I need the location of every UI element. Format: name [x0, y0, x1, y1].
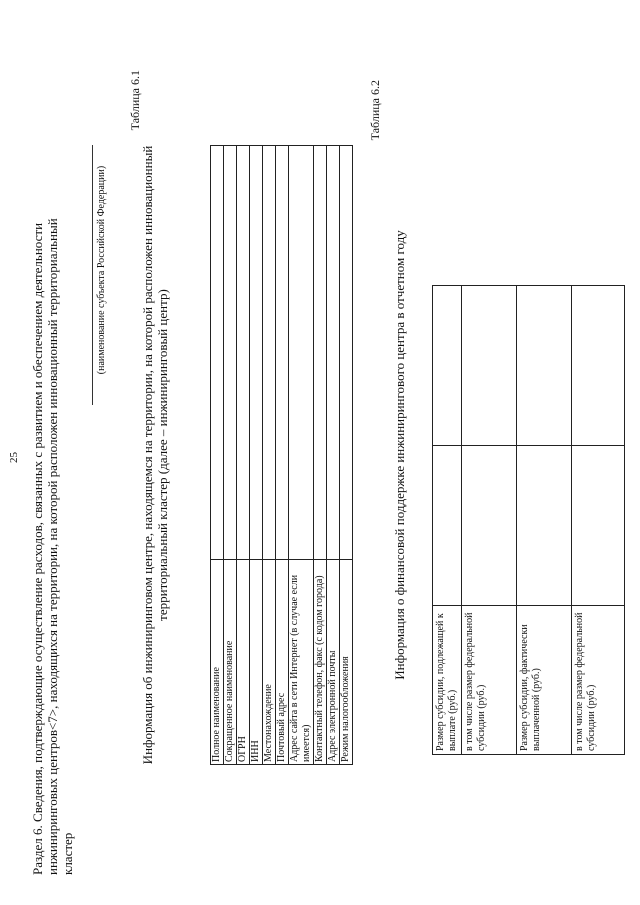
section-heading-line-1: Раздел 6. Сведения, подтверждающие осуществление расходов, связанных с развитием и обеспечением деятельности [30, 222, 45, 875]
subject-underline [92, 145, 93, 405]
row-label: Контактный телефон, факс (с кодом города) [314, 560, 327, 765]
section-heading [30, 55, 75, 875]
row-label: Местонахождение [263, 560, 276, 765]
value-cell[interactable] [276, 146, 289, 560]
value-cell[interactable] [433, 286, 462, 446]
value-cell[interactable] [462, 446, 517, 606]
section-heading-line-3: кластер [60, 832, 75, 875]
row-label: Полное наименование [211, 560, 224, 765]
table-row [462, 286, 517, 755]
table-row [340, 146, 353, 765]
value-cell[interactable] [433, 446, 462, 606]
table-row [263, 146, 276, 765]
table-row [314, 146, 327, 765]
row-label: Размер субсидии, подлежащей к выплате (руб.) [433, 606, 462, 755]
value-cell[interactable] [517, 286, 572, 446]
table-6-1-title-line-1: Информация об инжиниринговом центре, находящемся на территории, на которой расположен инновационный [140, 145, 155, 765]
value-cell[interactable] [462, 286, 517, 446]
row-label: в том числе размер федеральной субсидии (руб.) [572, 606, 625, 755]
section-heading-line-2: инжиниринговых центров<7>, находящихся на территории, на которой расположен инновационный территориальный [45, 218, 60, 875]
row-label: Адрес сайта в сети Интернет (в случае если имеется) [289, 560, 314, 765]
value-cell[interactable] [517, 446, 572, 606]
table-6-1-title-line-2: территориальный кластер (далее – инжиниринговый центр) [155, 289, 170, 621]
table-row [433, 286, 462, 755]
engineering-center-info-table [210, 145, 353, 765]
row-label: ОГРН [237, 560, 250, 765]
table-row [211, 146, 224, 765]
value-cell[interactable] [250, 146, 263, 560]
table-6-1-title [140, 35, 170, 875]
value-cell[interactable] [224, 146, 237, 560]
value-cell[interactable] [572, 286, 625, 446]
table-row [250, 146, 263, 765]
row-label: Режим налогообложения [340, 560, 353, 765]
value-cell[interactable] [340, 146, 353, 560]
value-cell[interactable] [211, 146, 224, 560]
value-cell[interactable] [572, 446, 625, 606]
value-cell[interactable] [314, 146, 327, 560]
value-cell[interactable] [237, 146, 250, 560]
table-row [289, 146, 314, 765]
table-row [276, 146, 289, 765]
row-label: в том числе размер федеральной субсидии (руб.) [462, 606, 517, 755]
row-label: Сокращенное наименование [224, 560, 237, 765]
table-row [224, 146, 237, 765]
value-cell[interactable] [289, 146, 314, 560]
table-row [517, 286, 572, 755]
table-row [572, 286, 625, 755]
table-row [327, 146, 340, 765]
row-label: ИНН [250, 560, 263, 765]
row-label: Адрес электронной почты [327, 560, 340, 765]
row-label: Размер субсидии, фактически выплаченной (руб.) [517, 606, 572, 755]
table-6-2-label: Таблица 6.2 [368, 80, 382, 141]
table-6-1-label: Таблица 6.1 [128, 70, 142, 131]
value-cell[interactable] [327, 146, 340, 560]
value-cell[interactable] [263, 146, 276, 560]
page-number: 25 [8, 452, 20, 463]
table-6-2-title: Информация о финансовой поддержке инжинирингового центра в отчетном году [392, 230, 407, 680]
row-label: Почтовый адрес [276, 560, 289, 765]
table-row [237, 146, 250, 765]
financial-support-table [432, 285, 625, 755]
subject-caption: (наименование субъекта Российской Федерации) [96, 165, 107, 375]
